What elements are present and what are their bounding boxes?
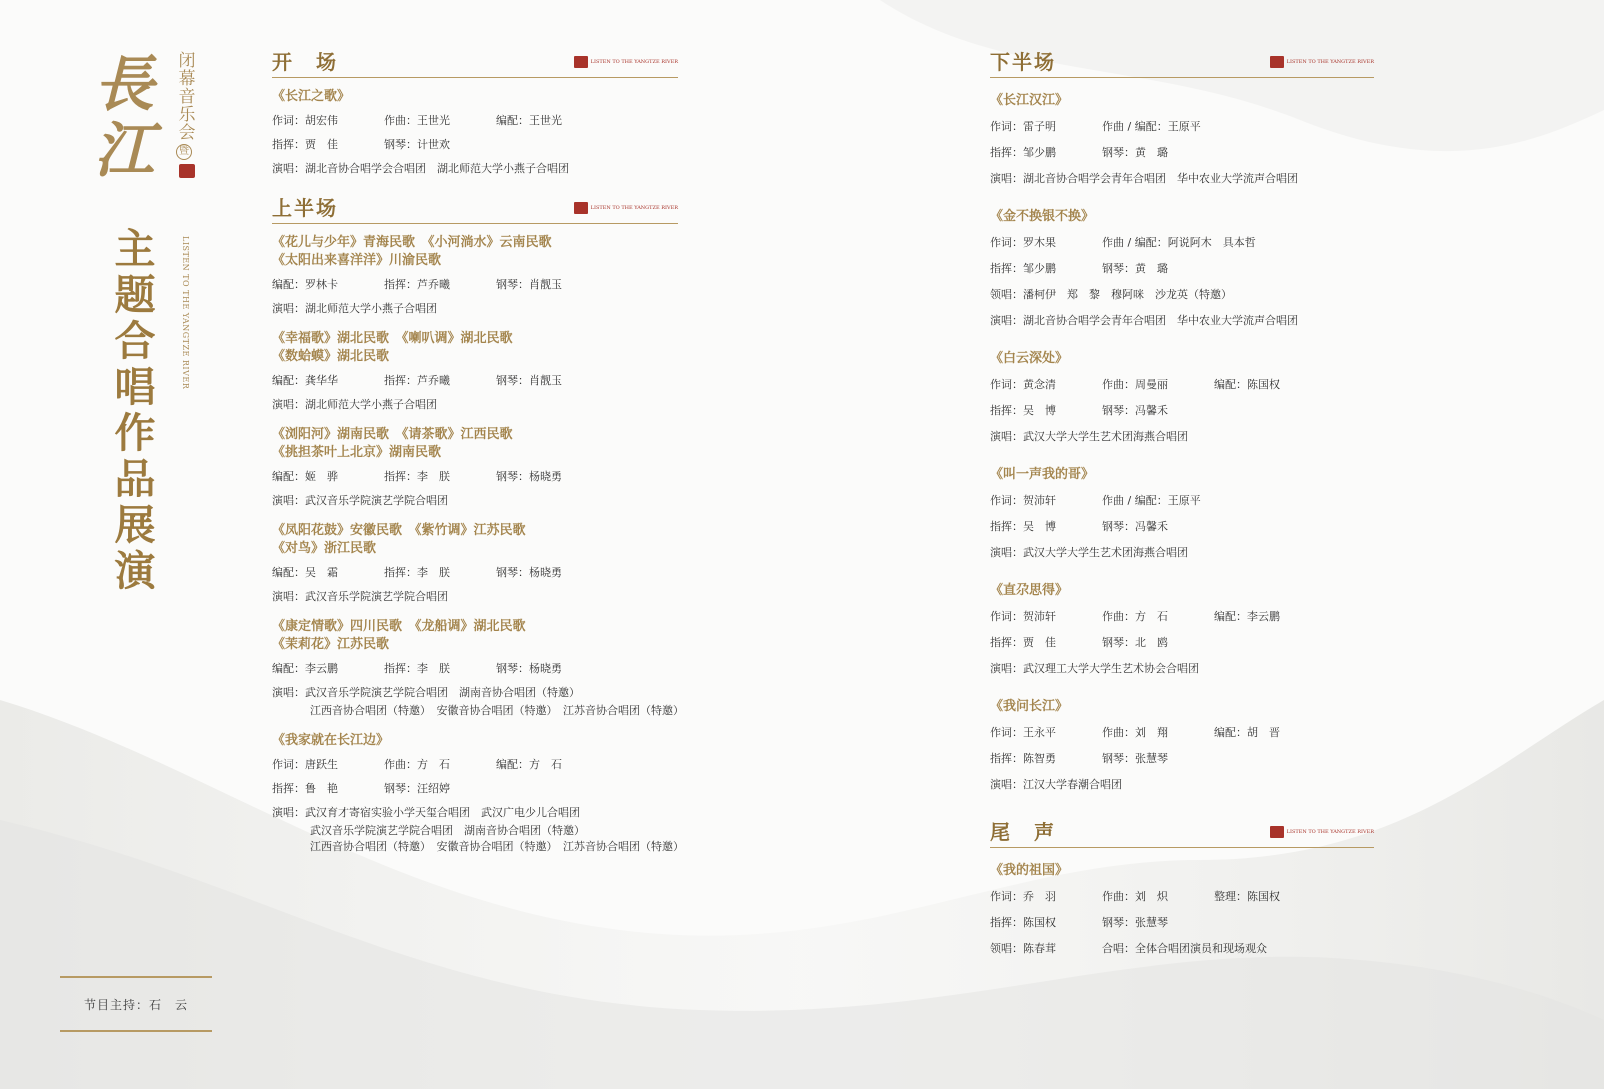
song-title-line: 《花儿与少年》青海民歌 《小河淌水》云南民歌 — [272, 235, 552, 250]
song-title — [990, 92, 1380, 110]
credit-field: 编配：龚华华 — [272, 374, 338, 387]
program-item — [272, 88, 772, 176]
english-subtitle: LISTEN TO THE YANGTZE RIVER — [181, 236, 190, 390]
credit-field: 作词：王永平 — [990, 726, 1056, 739]
section-header — [990, 814, 1374, 848]
river-logo — [1270, 56, 1374, 68]
song-title-line: 《太阳出来喜洋洋》川渝民歌 — [272, 253, 442, 268]
section-header — [272, 190, 678, 224]
song-title-line: 《长江汉江》 — [990, 93, 1069, 108]
credit-field: 合唱：全体合唱团演员和现场观众 — [1102, 942, 1267, 955]
credit-line — [272, 398, 772, 412]
song-title-line: 《对鸟》浙江民歌 — [272, 541, 377, 556]
song-title — [272, 88, 772, 106]
left-program-column — [272, 44, 772, 868]
program-item — [272, 234, 772, 316]
credit-line — [272, 782, 772, 796]
credit-field: 领唱：陈春茸 — [990, 942, 1056, 955]
river-logo — [1270, 826, 1374, 838]
section-finale — [990, 814, 1380, 956]
credit-line — [990, 610, 1380, 624]
subtitle-char: 幕 — [178, 69, 196, 89]
credit-line — [272, 806, 772, 820]
section-title: 尾 声 — [990, 820, 1056, 844]
credit-field: 作词：黄念清 — [990, 378, 1056, 391]
credit-continuation: 武汉音乐学院演艺学院合唱团 湖南音协合唱团（特邀） — [310, 824, 585, 837]
section-title: 上半场 — [272, 196, 338, 220]
credit-line — [990, 494, 1380, 508]
credit-line — [990, 430, 1380, 444]
program-item — [990, 698, 1380, 792]
title-char: 展 — [114, 501, 156, 549]
credit-line — [990, 636, 1380, 650]
title-char: 合 — [114, 317, 156, 365]
credit-field: 编配：胡 晋 — [1214, 726, 1280, 739]
credit-field: 编配：姬 骅 — [272, 470, 338, 483]
credit-field: 钢琴：肖靓玉 — [496, 278, 562, 291]
credit-field: 指挥：邹少鹏 — [990, 146, 1056, 159]
credit-line — [990, 546, 1380, 560]
credit-field: 作曲：刘 翔 — [1102, 726, 1168, 739]
credit-field: 演唱：武汉音乐学院演艺学院合唱团 — [272, 590, 448, 603]
credit-line — [272, 758, 772, 772]
section-header — [272, 44, 678, 78]
credit-field: 作曲 / 编配：王原平 — [1102, 120, 1201, 133]
credit-field: 钢琴：杨晓勇 — [496, 470, 562, 483]
logo-text: LISTEN TO THE YANGTZE RIVER — [590, 205, 678, 211]
concert-subtitle — [176, 52, 198, 178]
program-item — [272, 732, 772, 854]
credit-field: 钢琴：杨晓勇 — [496, 566, 562, 579]
program-item — [990, 466, 1380, 560]
credit-field: 编配：陈国权 — [1214, 378, 1280, 391]
credit-line — [990, 726, 1380, 740]
credit-field: 演唱：武汉大学大学生艺术团海燕合唱团 — [990, 546, 1188, 559]
song-title — [272, 522, 772, 558]
credit-line — [990, 890, 1380, 904]
credit-field: 领唱：潘柯伊 郑 黎 穆阿咪 沙龙英（特邀） — [990, 288, 1232, 301]
song-title-line: 《茉莉花》江苏民歌 — [272, 637, 390, 652]
credit-field: 钢琴：黄 璐 — [1102, 146, 1168, 159]
logo-text: LISTEN TO THE YANGTZE RIVER — [1286, 829, 1374, 835]
credit-line — [272, 566, 772, 580]
credit-field: 指挥：芦乔曦 — [384, 374, 450, 387]
credit-field: 指挥：吴 博 — [990, 520, 1056, 533]
song-title — [990, 862, 1380, 880]
seal-icon — [179, 164, 195, 178]
subtitle-char: 会 — [178, 123, 196, 143]
credit-field: 作词：唐跃生 — [272, 758, 338, 771]
seal-icon — [574, 202, 588, 214]
credit-line — [990, 942, 1380, 956]
credit-field: 指挥：陈智勇 — [990, 752, 1056, 765]
program-item — [272, 522, 772, 604]
section-opening — [272, 44, 772, 176]
song-title-line: 《我问长江》 — [990, 699, 1069, 714]
credit-field: 编配：王世光 — [496, 114, 562, 127]
credit-field: 整理：陈国权 — [1214, 890, 1280, 903]
credit-line — [272, 470, 772, 484]
credit-continuation: 江西音协合唱团（特邀） 安徽音协合唱团（特邀） 江苏音协合唱团（特邀） — [310, 704, 684, 717]
credit-line — [272, 662, 772, 676]
program-item — [990, 208, 1380, 328]
credit-field: 编配：罗林卡 — [272, 278, 338, 291]
credit-continuation: 江西音协合唱团（特邀） 安徽音协合唱团（特邀） 江苏音协合唱团（特邀） — [310, 840, 684, 853]
credit-field: 钢琴：杨晓勇 — [496, 662, 562, 675]
song-title-line: 《浏阳河》湖南民歌 《请茶歌》江西民歌 — [272, 427, 513, 442]
credit-field: 指挥：贾 佳 — [990, 636, 1056, 649]
title-column — [88, 46, 200, 606]
circle-char: 暨 — [176, 144, 192, 160]
subtitle-char: 闭 — [178, 51, 196, 71]
credit-field: 钢琴：张慧琴 — [1102, 916, 1168, 929]
credit-line — [272, 162, 772, 176]
song-title-line: 《白云深处》 — [990, 351, 1069, 366]
credit-field: 演唱：武汉大学大学生艺术团海燕合唱团 — [990, 430, 1188, 443]
credit-field: 指挥：芦乔曦 — [384, 278, 450, 291]
credit-line — [272, 686, 772, 700]
credit-field: 演唱：湖北音协合唱学会合唱团 湖北师范大学小燕子合唱团 — [272, 162, 569, 175]
credit-field: 钢琴：北 鸥 — [1102, 636, 1168, 649]
credit-field: 演唱：湖北师范大学小燕子合唱团 — [272, 302, 437, 315]
section-title: 下半场 — [990, 50, 1056, 74]
credit-line — [990, 378, 1380, 392]
song-title — [990, 698, 1380, 716]
subtitle-char: 音 — [178, 87, 196, 107]
title-char: 作 — [114, 409, 156, 457]
title-char: 题 — [114, 271, 156, 319]
credit-line — [990, 404, 1380, 418]
credit-field: 演唱：江汉大学春潮合唱团 — [990, 778, 1122, 791]
subtitle-char: 乐 — [178, 105, 196, 125]
credit-line — [990, 120, 1380, 134]
calli-char: 江 — [94, 116, 154, 186]
song-title-line: 《幸福歌》湖北民歌 《喇叭调》湖北民歌 — [272, 331, 513, 346]
logo-text: LISTEN TO THE YANGTZE RIVER — [1286, 59, 1374, 65]
program-item — [272, 426, 772, 508]
right-program-column — [990, 44, 1380, 978]
calligraphy-title — [94, 52, 164, 184]
song-title — [990, 466, 1380, 484]
song-title-line: 《我的祖国》 — [990, 863, 1069, 878]
credit-field: 编配：方 石 — [496, 758, 562, 771]
song-title — [272, 426, 772, 462]
credit-field: 钢琴：黄 璐 — [1102, 262, 1168, 275]
credit-field: 编配：李云鹏 — [272, 662, 338, 675]
credit-line — [990, 916, 1380, 930]
credit-field: 指挥：李 朕 — [384, 566, 450, 579]
song-title-line: 《长江之歌》 — [272, 89, 351, 104]
song-title-line: 《直尕思得》 — [990, 583, 1069, 598]
credit-field: 演唱：武汉音乐学院演艺学院合唱团 — [272, 494, 448, 507]
credit-field: 演唱：湖北师范大学小燕子合唱团 — [272, 398, 437, 411]
credit-line — [990, 752, 1380, 766]
section-second-half — [990, 44, 1380, 792]
program-item — [990, 862, 1380, 956]
credit-line — [990, 146, 1380, 160]
program-item — [990, 92, 1380, 186]
credit-field: 演唱：湖北音协合唱学会青年合唱团 华中农业大学流声合唱团 — [990, 172, 1298, 185]
credit-field: 作词：胡宏伟 — [272, 114, 338, 127]
credit-field: 指挥：陈国权 — [990, 916, 1056, 929]
credit-field: 编配：吴 霜 — [272, 566, 338, 579]
host-box: 节目主持：石 云 — [60, 976, 212, 1032]
credit-field: 演唱：武汉音乐学院演艺学院合唱团 湖南音协合唱团（特邀） — [272, 686, 580, 699]
song-title-line: 《挑担茶叶上北京》湖南民歌 — [272, 445, 442, 460]
credit-field: 作词：乔 羽 — [990, 890, 1056, 903]
song-title — [272, 732, 772, 750]
credit-line — [272, 278, 772, 292]
credit-field: 钢琴：冯馨禾 — [1102, 404, 1168, 417]
song-title — [272, 234, 772, 270]
credit-field: 钢琴：肖靓玉 — [496, 374, 562, 387]
credit-line — [272, 114, 772, 128]
credit-field: 指挥：李 朕 — [384, 662, 450, 675]
song-title — [990, 350, 1380, 368]
credit-field: 指挥：李 朕 — [384, 470, 450, 483]
credit-field: 作词：贺沛轩 — [990, 494, 1056, 507]
main-title — [112, 226, 158, 594]
river-logo — [574, 56, 678, 68]
seal-icon — [1270, 826, 1284, 838]
credit-line — [272, 374, 772, 388]
credit-field: 作词：罗木果 — [990, 236, 1056, 249]
credit-field: 指挥：贾 佳 — [272, 138, 338, 151]
credit-line — [272, 138, 772, 152]
credit-field: 作曲：刘 炽 — [1102, 890, 1168, 903]
song-title — [990, 582, 1380, 600]
title-char: 演 — [114, 547, 156, 595]
song-title-line: 《叫一声我的哥》 — [990, 467, 1095, 482]
credit-field: 作曲：周曼丽 — [1102, 378, 1168, 391]
title-char: 唱 — [114, 363, 156, 411]
credit-field: 作词：贺沛轩 — [990, 610, 1056, 623]
credit-field: 作曲：王世光 — [384, 114, 450, 127]
credit-line — [990, 520, 1380, 534]
credit-field: 指挥：鲁 艳 — [272, 782, 338, 795]
title-char: 品 — [114, 455, 156, 503]
song-title — [272, 330, 772, 366]
logo-text: LISTEN TO THE YANGTZE RIVER — [590, 59, 678, 65]
credit-field: 演唱：湖北音协合唱学会青年合唱团 华中农业大学流声合唱团 — [990, 314, 1298, 327]
credit-field: 编配：李云鹏 — [1214, 610, 1280, 623]
seal-icon — [574, 56, 588, 68]
credit-field: 钢琴：汪绍婷 — [384, 782, 450, 795]
section-header — [990, 44, 1374, 78]
title-char: 主 — [114, 225, 156, 273]
section-title: 开 场 — [272, 50, 338, 74]
song-title-line: 《康定情歌》四川民歌 《龙船调》湖北民歌 — [272, 619, 526, 634]
credit-field: 作曲 / 编配：阿说阿木 具本哲 — [1102, 236, 1256, 249]
credit-line — [990, 236, 1380, 250]
calli-char: 長 — [94, 50, 154, 120]
song-title-line: 《我家就在长江边》 — [272, 733, 390, 748]
song-title — [272, 618, 772, 654]
credit-line — [990, 172, 1380, 186]
song-title-line: 《金不换银不换》 — [990, 209, 1095, 224]
credit-line — [272, 494, 772, 508]
program-item — [990, 350, 1380, 444]
song-title — [990, 208, 1380, 226]
credit-line — [990, 262, 1380, 276]
credit-line — [990, 662, 1380, 676]
river-logo — [574, 202, 678, 214]
credit-field: 作曲：方 石 — [384, 758, 450, 771]
credit-field: 钢琴：张慧琴 — [1102, 752, 1168, 765]
credit-line — [990, 288, 1380, 302]
seal-icon — [1270, 56, 1284, 68]
credit-field: 钢琴：冯馨禾 — [1102, 520, 1168, 533]
credit-field: 指挥：邹少鹏 — [990, 262, 1056, 275]
credit-field: 钢琴：计世欢 — [384, 138, 450, 151]
credit-line — [990, 314, 1380, 328]
song-title-line: 《凤阳花鼓》安徽民歌 《紫竹调》江苏民歌 — [272, 523, 526, 538]
song-title-line: 《数蛤蟆》湖北民歌 — [272, 349, 390, 364]
credit-line — [272, 590, 772, 604]
section-first-half — [272, 190, 772, 854]
credit-field: 作词：雷子明 — [990, 120, 1056, 133]
credit-line — [990, 778, 1380, 792]
credit-field: 指挥：吴 博 — [990, 404, 1056, 417]
credit-line — [272, 302, 772, 316]
program-item — [272, 618, 772, 718]
program-item — [272, 330, 772, 412]
program-item — [990, 582, 1380, 676]
credit-field: 作曲：方 石 — [1102, 610, 1168, 623]
credit-field: 作曲 / 编配：王原平 — [1102, 494, 1201, 507]
credit-field: 演唱：武汉育才寄宿实验小学天玺合唱团 武汉广电少儿合唱团 — [272, 806, 580, 819]
credit-field: 演唱：武汉理工大学大学生艺术协会合唱团 — [990, 662, 1199, 675]
